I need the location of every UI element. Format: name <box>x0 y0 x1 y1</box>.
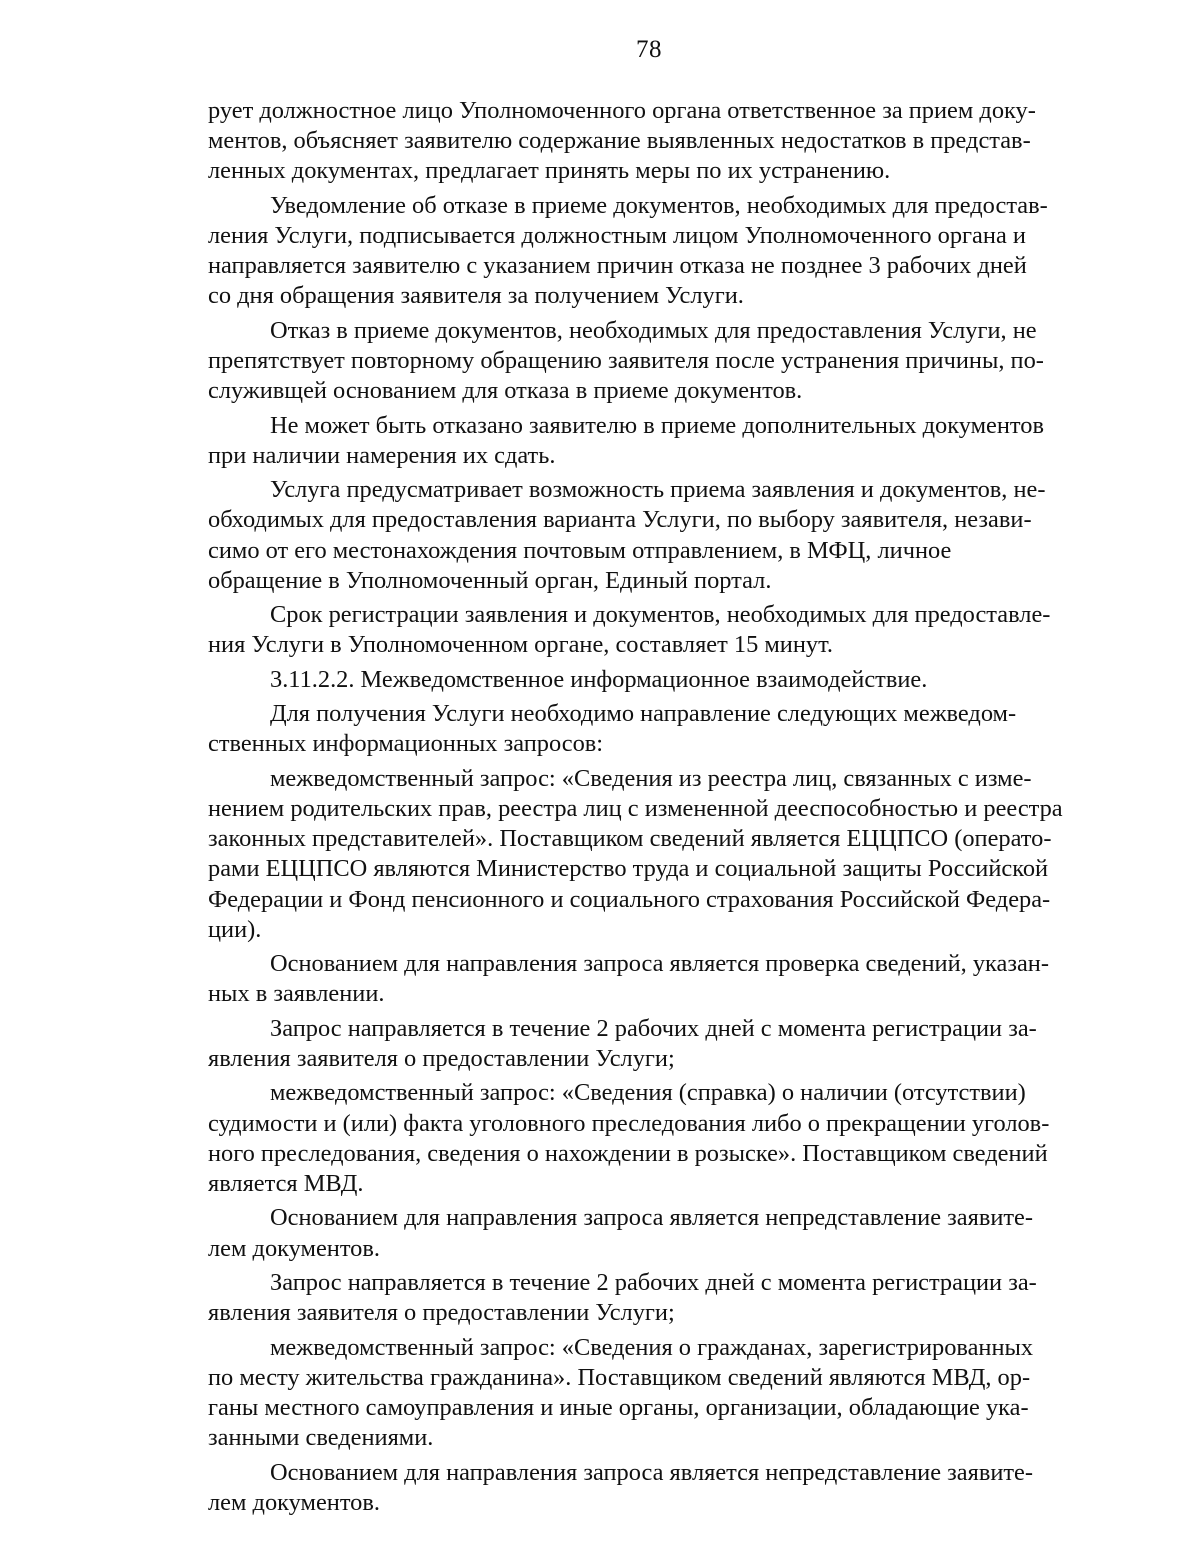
paragraph-registration-term: Срок регистрации заявления и документов, необходимых для предоставле- ния Услуги в Уполномоченном органе, составляет 15 минут. <box>208 601 1051 659</box>
paragraph-refusal-no-obstacle: Отказ в приеме документов, необходимых для предоставления Услуги, не препятствует повторному обращению заявителя после устранения причины, по- служивщей основанием для отказа в приеме документов. <box>208 316 1044 405</box>
page-number: 78 <box>636 36 662 63</box>
document-body <box>208 96 1088 1522</box>
paragraph-refusal-notice: Уведомление об отказе в приеме документов, необходимых для предостав- ления Услуги, подписывается должностным лицом Уполномоченного органа и направляется заявителю с указанием причин отказа не позднее 3 рабочих дней со дня обращения заявителя за получением Услуги. <box>208 191 1048 310</box>
paragraph-request-residence: межведомственный запрос: «Сведения о гражданах, зарегистрированных по месту жительства гражданина». Поставщиком сведений являются МВД, ор- ганы местного самоуправления и иные органы, организации, обладающие ука- занными сведениями. <box>208 1333 1034 1452</box>
paragraph-request-deadline-2: Запрос направляется в течение 2 рабочих дней с момента регистрации за- явления заявителя о предоставлении Услуги; <box>208 1268 1037 1327</box>
paragraph-submission-methods: Услуга предусматривает возможность приема заявления и документов, не- обходимых для предоставления варианта Услуги, по выбору заявителя, незави- симо от его местонахождения почтовым отправлением, в МФЦ, личное обращение в Уполномоченный орган, Единый портал. <box>208 476 1046 594</box>
paragraph-basis-verification: Основанием для направления запроса является проверка сведений, указан- ных в заявлении. <box>208 950 1049 1008</box>
paragraph-basis-nonsubmission-1: Основанием для направления запроса является непредставление заявите- лем документов. <box>208 1204 1034 1262</box>
paragraph-request-registry: межведомственный запрос: «Сведения из реестра лиц, связанных с изме- нением родительских прав, реестра лиц с измененной дееспособностью и реестра законных представителей». Поставщиком сведений является ЕЦЦПСО (операто- рами ЕЦЦПСО являются Министерство труда и социальной защиты Российской Федерации и Фонд пенсионного и социального страхования Российской Федера- ции). <box>208 764 1063 943</box>
paragraph-additional-documents: Не может быть отказано заявителю в приеме дополнительных документов при наличии намерения их сдать. <box>208 411 1044 469</box>
paragraph-basis-nonsubmission-2: Основанием для направления запроса является непредставление заявите- лем документов. <box>208 1458 1034 1516</box>
section-heading-interagency: 3.11.2.2. Межведомственное информационное взаимодействие. <box>270 665 928 693</box>
paragraph-request-deadline-1: Запрос направляется в течение 2 рабочих дней с момента регистрации за- явления заявителя о предоставлении Услуги; <box>208 1014 1037 1072</box>
paragraph-continuation: рует должностное лицо Уполномоченного органа ответственное за прием доку- ментов, объясняет заявителю содержание выявленных недостатков в представ- ленных документах, предлагает принять меры по их устранению. <box>208 97 1036 185</box>
paragraph-request-criminal-record: межведомственный запрос: «Сведения (справка) о наличии (отсутствии) судимости и (или) факта уголовного преследования либо о прекращении уголов- ного преследования, сведения о нахождении в розыске». Поставщиком сведений является МВД. <box>208 1079 1050 1197</box>
paragraph-requests-intro: Для получения Услуги необходимо направление следующих межведом- ственных информационных запросов: <box>208 700 1017 758</box>
